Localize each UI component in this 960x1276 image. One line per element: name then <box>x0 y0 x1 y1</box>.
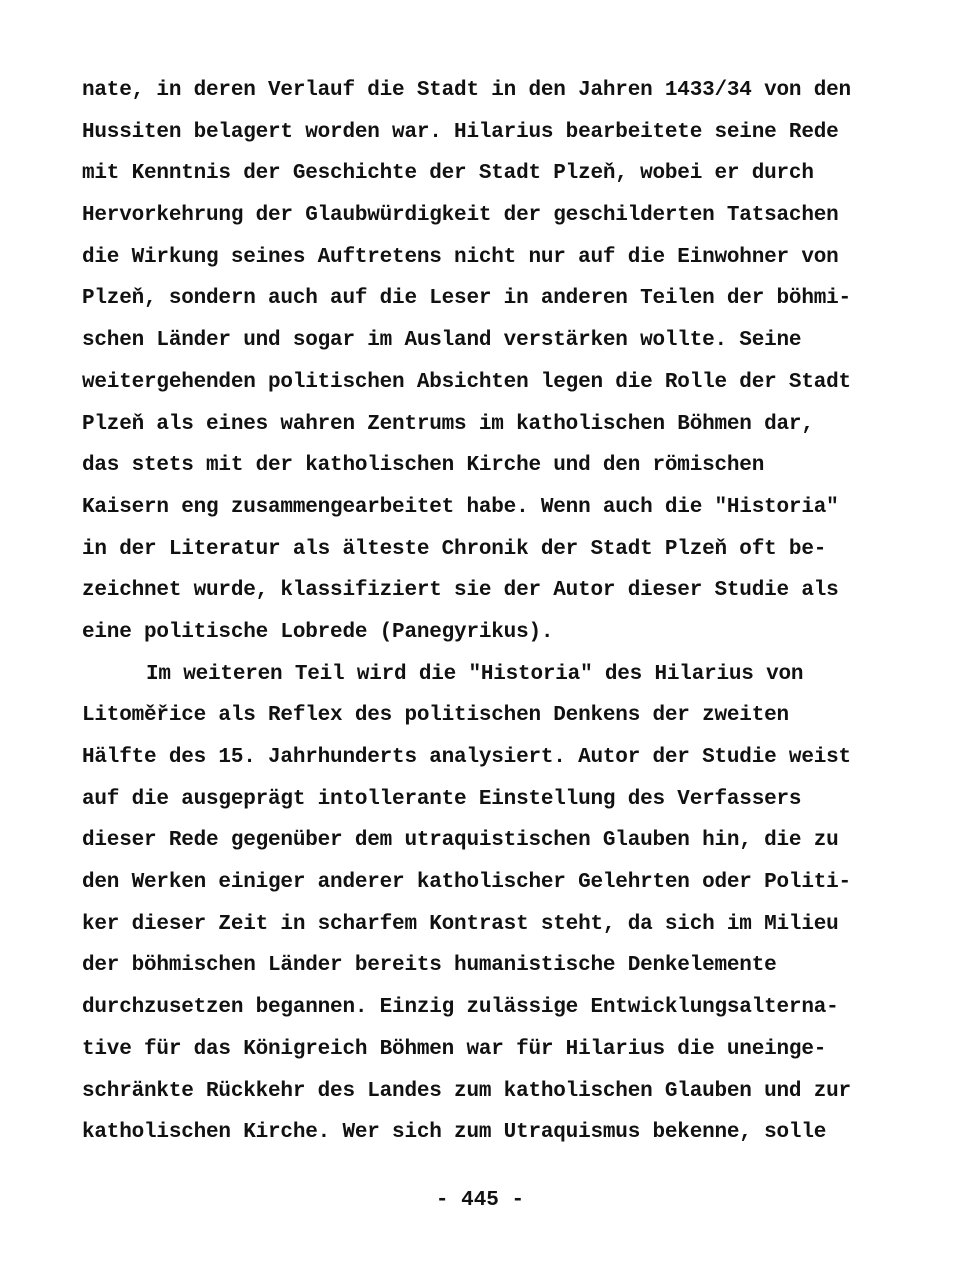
text-line: nate, in deren Verlauf die Stadt in den Jahren 1433/34 von den <box>82 79 851 102</box>
body-text <box>82 70 882 1154</box>
text-line: den Werken einiger anderer katholischer Gelehrten oder Politi- <box>82 871 851 895</box>
text-line: in der Literatur als älteste Chronik der Stadt Plzeň oft be- <box>82 537 827 561</box>
page-number: - 445 - <box>435 1189 525 1212</box>
paragraph-2 <box>82 654 882 1154</box>
text-line: auf die ausgeprägt intollerante Einstellung des Verfassers <box>82 787 802 811</box>
text-line: Plzeň als eines wahren Zentrums im katholischen Böhmen dar, <box>82 412 814 436</box>
text-line: durchzusetzen begannen. Einzig zulässige Entwicklungsalterna- <box>82 996 839 1020</box>
paragraph-1 <box>82 70 882 654</box>
text-line: katholischen Kirche. Wer sich zum Utraquismus bekenne, solle <box>82 1121 827 1145</box>
text-line: Kaisern eng zusammengearbeitet habe. Wenn auch die "Historia" <box>82 495 839 519</box>
text-line: Plzeň, sondern auch auf die Leser in anderen Teilen der böhmi- <box>82 287 851 311</box>
text-line: schränkte Rückkehr des Landes zum katholischen Glauben und zur <box>82 1079 851 1103</box>
text-line: Hussiten belagert worden war. Hilarius bearbeitete seine Rede <box>82 120 839 144</box>
text-line: tive für das Königreich Böhmen war für Hilarius die uneinge- <box>82 1037 827 1061</box>
text-line: Im weiteren Teil wird die "Historia" des Hilarius von <box>146 662 804 686</box>
text-line: schen Länder und sogar im Ausland verstärken wollte. Seine <box>82 329 802 353</box>
text-line: weitergehenden politischen Absichten legen die Rolle der Stadt <box>82 370 851 394</box>
text-line: eine politische Lobrede (Panegyrikus). <box>82 620 554 644</box>
text-line: Litoměřice als Reflex des politischen Denkens der zweiten <box>82 704 789 728</box>
text-line: dieser Rede gegenüber dem utraquistischen Glauben hin, die zu <box>82 829 839 853</box>
text-line: mit Kenntnis der Geschichte der Stadt Plzeň, wobei er durch <box>82 162 814 186</box>
text-line: die Wirkung seines Auftretens nicht nur auf die Einwohner von <box>82 245 839 269</box>
text-line: der böhmischen Länder bereits humanistische Denkelemente <box>82 954 777 978</box>
text-line: das stets mit der katholischen Kirche und den römischen <box>82 454 765 478</box>
text-line: zeichnet wurde, klassifiziert sie der Autor dieser Studie als <box>82 579 839 603</box>
text-line: Hälfte des 15. Jahrhunderts analysiert. Autor der Studie weist <box>82 746 851 769</box>
text-line: Hervorkehrung der Glaubwürdigkeit der geschilderten Tatsachen <box>82 204 839 228</box>
text-line: ker dieser Zeit in scharfem Kontrast steht, da sich im Milieu <box>82 912 839 936</box>
